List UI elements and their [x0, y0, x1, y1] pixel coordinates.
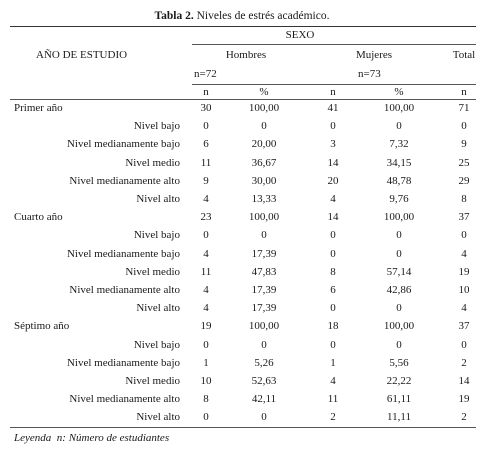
table-cell: 37	[458, 320, 470, 333]
table-cell: 4	[203, 247, 209, 260]
table-cell: 0	[203, 229, 209, 242]
table-cell: 7,32	[389, 138, 409, 151]
table-cell: 30	[200, 102, 212, 114]
caption-text: Niveles de estrés académico.	[193, 10, 330, 22]
table-cell: 14	[327, 211, 339, 224]
n-hombres: n=72	[194, 68, 217, 80]
table-cell: 57,14	[386, 265, 412, 278]
table-cell: 100,00	[383, 320, 415, 333]
table-cell: 19	[200, 320, 212, 333]
table-cell: 41	[327, 102, 339, 114]
table-cell: 20	[327, 174, 339, 187]
level-label: Nivel alto	[136, 193, 180, 205]
legend-prefix: Leyenda	[14, 432, 52, 444]
n-mujeres: n=73	[358, 68, 381, 80]
table-cell: 22,22	[386, 375, 412, 387]
table-cell: 36,67	[251, 156, 277, 169]
table-cell: 8	[203, 393, 209, 406]
level-label: Nivel medio	[125, 375, 180, 387]
table-cell: 14	[458, 375, 470, 387]
hombres-header: Hombres	[225, 49, 267, 61]
table-cell: 4	[330, 193, 336, 205]
table-cell: 0	[330, 247, 336, 260]
table-cell: 100,00	[383, 102, 415, 114]
caption-label: Tabla 2.	[154, 10, 194, 22]
subheader-cell: %	[394, 86, 404, 98]
table-cell: 100,00	[383, 211, 415, 224]
table-cell: 100,00	[248, 102, 280, 114]
table-cell: 4	[461, 302, 467, 315]
table-cell: 11	[327, 393, 339, 406]
year-group-label: Primer año	[14, 102, 63, 114]
table-cell: 10	[458, 284, 470, 296]
subheader-cell: n	[203, 86, 209, 98]
table-cell: 4	[461, 247, 467, 260]
table-caption	[0, 10, 484, 22]
table-cell: 20,00	[251, 138, 277, 151]
level-label: Nivel alto	[136, 302, 180, 315]
table-cell: 8	[330, 265, 336, 278]
table-cell: 9	[203, 174, 209, 187]
table-cell: 29	[458, 174, 470, 187]
table-cell: 52,63	[251, 375, 277, 387]
header-bottom-rule	[10, 99, 476, 100]
level-label: Nivel medianamente alto	[69, 284, 180, 296]
subheader-rule	[192, 84, 476, 85]
table-cell: 0	[203, 120, 209, 133]
top-rule	[10, 26, 476, 27]
table-cell: 0	[396, 229, 402, 242]
level-label: Nivel medianamente bajo	[66, 138, 180, 151]
table-cell: 37	[458, 211, 470, 224]
table-cell: 23	[200, 211, 212, 224]
mujeres-header: Mujeres	[355, 49, 393, 61]
table-cell: 2	[461, 356, 467, 369]
table-cell: 0	[261, 120, 267, 133]
level-label: Nivel medio	[125, 265, 180, 278]
table-cell: 18	[327, 320, 339, 333]
table-cell: 0	[330, 120, 336, 133]
table-cell: 1	[330, 356, 336, 369]
table-cell: 0	[330, 229, 336, 242]
legend-key: n:	[56, 432, 66, 444]
table-cell: 0	[261, 411, 267, 424]
table-cell: 19	[458, 265, 470, 278]
table-cell: 48,78	[386, 174, 412, 187]
table-cell: 9,76	[389, 193, 409, 205]
table-cell: 0	[396, 247, 402, 260]
total-header: Total	[452, 49, 476, 61]
subheader-cell: n	[461, 86, 467, 98]
table-cell: 17,39	[251, 247, 277, 260]
year-group-label: Séptimo año	[14, 320, 70, 333]
level-label: Nivel medianamente bajo	[66, 247, 180, 260]
table-cell: 47,83	[251, 265, 277, 278]
table-cell: 13,33	[251, 193, 277, 205]
table-cell: 11,11	[387, 411, 411, 424]
table-cell: 2	[330, 411, 336, 424]
table-cell: 0	[396, 302, 402, 315]
legend	[14, 432, 169, 444]
table-cell: 4	[203, 284, 209, 296]
level-label: Nivel medio	[125, 156, 180, 169]
table-cell: 42,86	[386, 284, 412, 296]
table-cell: 0	[330, 302, 336, 315]
year-group-label: Cuarto año	[14, 211, 63, 224]
table-cell: 0	[461, 229, 467, 242]
level-label: Nivel bajo	[133, 229, 180, 242]
table-cell: 71	[458, 102, 470, 114]
table-cell: 0	[330, 338, 336, 351]
table-cell: 30,00	[251, 174, 277, 187]
table-cell: 61,11	[386, 393, 412, 406]
table-cell: 0	[261, 338, 267, 351]
table-cell: 0	[396, 120, 402, 133]
table-cell: 4	[203, 193, 209, 205]
table-cell: 14	[327, 156, 339, 169]
table-cell: 34,15	[386, 156, 412, 169]
table-cell: 3	[330, 138, 336, 151]
table-cell: 4	[330, 375, 336, 387]
table-cell: 19	[458, 393, 470, 406]
table-cell: 0	[203, 411, 209, 424]
table-cell: 4	[203, 302, 209, 315]
table-cell: 100,00	[248, 320, 280, 333]
subheader-cell: %	[259, 86, 269, 98]
table-cell: 0	[461, 120, 467, 133]
table-cell: 5,26	[254, 356, 274, 369]
level-label: Nivel alto	[136, 411, 180, 424]
table-cell: 17,39	[251, 302, 277, 315]
table-cell: 1	[203, 356, 209, 369]
level-label: Nivel medianamente alto	[69, 174, 180, 187]
level-label: Nivel bajo	[133, 338, 180, 351]
table-cell: 11	[200, 265, 212, 278]
table-cell: 5,56	[389, 356, 409, 369]
sexo-underline	[192, 44, 476, 45]
table-cell: 42,11	[251, 393, 277, 406]
subheader-cell: n	[330, 86, 336, 98]
table-cell: 0	[261, 229, 267, 242]
table-cell: 6	[330, 284, 336, 296]
table-cell: 10	[200, 375, 212, 387]
table-cell: 8	[461, 193, 467, 205]
table-cell: 6	[203, 138, 209, 151]
year-header: AÑO DE ESTUDIO	[36, 49, 128, 61]
table-cell: 0	[203, 338, 209, 351]
sexo-header: SEXO	[285, 29, 315, 41]
table-cell: 2	[461, 411, 467, 424]
level-label: Nivel bajo	[133, 120, 180, 133]
legend-text: Número de estudiantes	[68, 432, 170, 444]
table-cell: 100,00	[248, 211, 280, 224]
bottom-rule	[10, 427, 476, 428]
table-cell: 0	[396, 338, 402, 351]
level-label: Nivel medianamente alto	[69, 393, 180, 406]
table-cell: 0	[461, 338, 467, 351]
table-cell: 17,39	[251, 284, 277, 296]
level-label: Nivel medianamente bajo	[66, 356, 180, 369]
table-cell: 9	[461, 138, 467, 151]
table-cell: 11	[200, 156, 212, 169]
table-cell: 25	[458, 156, 470, 169]
